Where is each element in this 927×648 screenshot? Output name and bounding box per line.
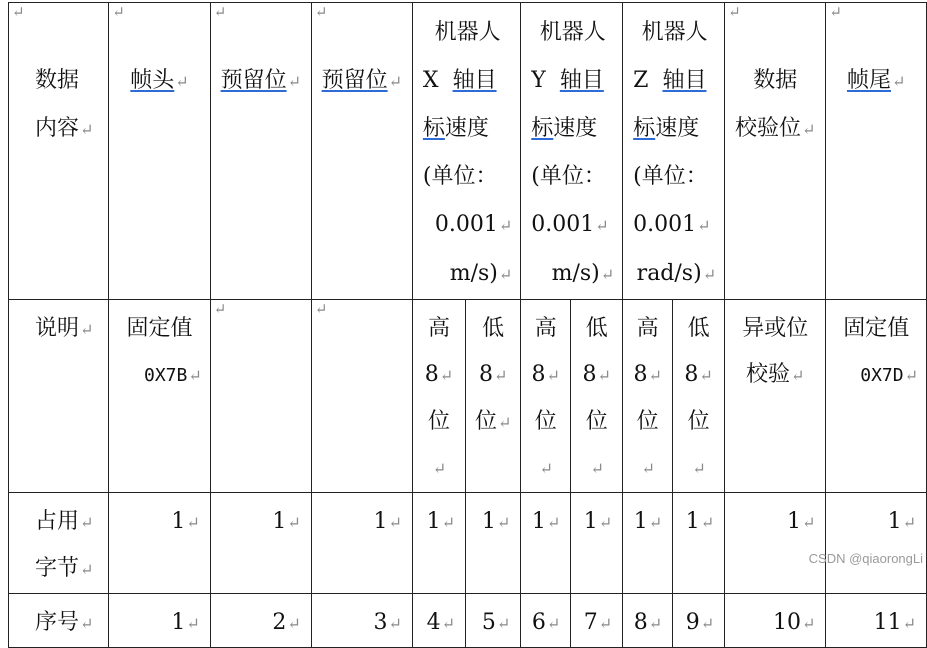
paragraph-mark: ↵	[186, 614, 200, 633]
cell-text: 校验	[746, 362, 791, 387]
cell-text: 1	[171, 509, 186, 534]
cell-text: 机器人	[539, 20, 606, 45]
cell-text: 1	[272, 509, 287, 534]
paragraph-mark: ↵	[598, 614, 613, 633]
paragraph-mark: ↵	[287, 72, 301, 91]
cell-text: 0X7D	[860, 365, 904, 386]
header-label-l2: 内容	[35, 116, 80, 141]
frame-tail-label: 帧尾	[846, 68, 891, 93]
index-row	[9, 594, 927, 648]
cell-text: 校验位	[735, 116, 802, 141]
y-low-desc-cell	[571, 300, 623, 493]
cell-text: 序号	[35, 610, 80, 635]
paragraph-mark: ↵	[213, 3, 227, 21]
paragraph-mark: ↵	[802, 120, 816, 139]
index-cell	[412, 594, 465, 648]
paragraph-mark: ↵	[188, 366, 202, 385]
paragraph-mark: ↵	[600, 265, 615, 284]
paragraph-mark: ↵	[902, 513, 916, 532]
paragraph-mark: ↵	[80, 560, 94, 579]
paragraph-mark: ↵	[80, 120, 94, 139]
reserved2-header-cell	[311, 3, 412, 300]
paragraph-mark: ↵	[80, 513, 94, 532]
cell-text: 1	[583, 509, 598, 534]
index-cell	[466, 594, 521, 648]
index-cell	[571, 594, 623, 648]
cell-text: 10	[772, 610, 801, 635]
description-row	[9, 300, 927, 493]
cell-text: 3	[373, 610, 388, 635]
tail-desc-cell	[826, 300, 927, 493]
paragraph-mark: ↵	[496, 614, 511, 633]
paragraph-mark: ↵	[699, 366, 713, 385]
z-high-desc-cell	[623, 300, 673, 493]
index-label-cell	[9, 594, 109, 648]
cell-text: 1	[171, 610, 186, 635]
cell-text: 高	[534, 316, 557, 341]
cell-text: 8	[633, 610, 648, 635]
cell-text: 1	[426, 509, 441, 534]
paragraph-mark: ↵	[80, 320, 94, 339]
cell-text: 8	[478, 362, 493, 387]
cell-text: 9	[685, 610, 700, 635]
bytes-cell	[466, 493, 521, 594]
checksum-desc-cell	[725, 300, 826, 493]
paragraph-mark: ↵	[12, 3, 25, 21]
z-speed-header-cell	[623, 3, 725, 300]
paragraph-mark: ↵	[648, 513, 663, 532]
cell-text: 位	[687, 409, 710, 434]
paragraph-mark: ↵	[597, 366, 611, 385]
header-label-l1: 数据	[35, 68, 80, 93]
cell-text: 0.001	[434, 212, 498, 237]
bytes-cell	[521, 493, 571, 594]
cell-text: 8	[582, 362, 597, 387]
paragraph-mark: ↵	[700, 513, 715, 532]
cell-text: 轴目	[662, 68, 707, 93]
head-desc-cell	[109, 300, 211, 493]
header-row	[9, 3, 927, 300]
cell-text: 1	[685, 509, 700, 534]
frame-head-label: 帧头	[130, 68, 175, 93]
paragraph-mark: ↵	[648, 366, 662, 385]
cell-text: 2	[272, 610, 287, 635]
cell-text: 6	[531, 610, 546, 635]
cell-text: 标	[633, 116, 656, 141]
cell-text: 说明	[35, 316, 80, 341]
watermark-text: CSDN @qiaorongLi	[808, 551, 923, 566]
paragraph-mark: ↵	[441, 614, 456, 633]
index-cell	[826, 594, 927, 648]
paragraph-mark: ↵	[186, 513, 200, 532]
paragraph-mark: ↵	[791, 366, 805, 385]
index-cell	[725, 594, 826, 648]
cell-text: 机器人	[434, 20, 501, 45]
bytes-cell	[210, 493, 311, 594]
cell-text: Z	[633, 68, 649, 93]
paragraph-mark: ↵	[590, 459, 604, 478]
bytes-cell	[311, 493, 412, 594]
x-speed-header-cell	[412, 3, 520, 300]
paragraph-mark: ↵	[728, 3, 741, 21]
bytes-label-cell	[9, 493, 109, 594]
paragraph-mark: ↵	[539, 459, 553, 478]
cell-text: 标	[422, 116, 445, 141]
bytes-cell	[109, 493, 211, 594]
desc-label-cell	[9, 300, 109, 493]
paragraph-mark: ↵	[287, 614, 301, 633]
cell-text: 速度	[444, 116, 489, 141]
cell-text: 4	[426, 610, 441, 635]
cell-text: 5	[481, 610, 496, 635]
paragraph-mark: ↵	[112, 3, 125, 21]
index-cell	[623, 594, 673, 648]
index-cell	[109, 594, 211, 648]
paragraph-mark: ↵	[498, 265, 513, 284]
index-cell	[311, 594, 412, 648]
frame-head-header-cell	[109, 3, 211, 300]
bytes-cell	[571, 493, 623, 594]
protocol-table	[8, 2, 927, 648]
paragraph-mark: ↵	[546, 366, 560, 385]
cell-text: 1	[887, 509, 902, 534]
bytes-cell	[725, 493, 826, 594]
cell-text: m/s)	[551, 261, 600, 286]
cell-text: 占用	[35, 509, 80, 534]
cell-text: m/s)	[449, 261, 498, 286]
cell-text: 低	[482, 316, 505, 341]
cell-text: 机器人	[641, 20, 708, 45]
cell-text: 0X7B	[144, 365, 188, 386]
cell-text: 字节	[35, 556, 80, 581]
paragraph-mark: ↵	[213, 300, 227, 318]
cell-text: 高	[636, 316, 659, 341]
cell-text: 轴目	[559, 68, 604, 93]
cell-text: (单位：	[633, 164, 708, 189]
paragraph-mark: ↵	[648, 614, 663, 633]
cell-text: 固定值	[126, 316, 193, 341]
bytes-cell	[623, 493, 673, 594]
x-low-desc-cell	[466, 300, 521, 493]
reserved1-label: 预留位	[220, 68, 287, 93]
cell-text: 异或位	[742, 316, 809, 341]
paragraph-mark: ↵	[702, 265, 717, 284]
paragraph-mark: ↵	[497, 413, 512, 432]
cell-text: 8	[633, 362, 648, 387]
cell-text: 8	[531, 362, 546, 387]
cell-text: 速度	[553, 116, 598, 141]
reserved1-header-cell	[210, 3, 311, 300]
cell-text: 轴目	[452, 68, 497, 93]
cell-text: rad/s)	[636, 261, 702, 286]
bytes-cell	[826, 493, 927, 594]
y-high-desc-cell	[521, 300, 571, 493]
paragraph-mark: ↵	[700, 614, 715, 633]
cell-text: 标	[531, 116, 554, 141]
frame-tail-header-cell	[826, 3, 927, 300]
cell-text: 位	[585, 409, 608, 434]
cell-text: 低	[687, 316, 710, 341]
protocol-table-wrapper	[8, 2, 927, 648]
cell-text: 1	[633, 509, 648, 534]
cell-text: 1	[373, 509, 388, 534]
cell-text: 位	[534, 409, 557, 434]
x-high-desc-cell	[412, 300, 465, 493]
index-cell	[673, 594, 725, 648]
reserved1-desc-cell	[210, 300, 311, 493]
y-speed-header-cell	[521, 3, 623, 300]
reserved2-desc-cell	[311, 300, 412, 493]
index-cell	[210, 594, 311, 648]
cell-text: 速度	[655, 116, 700, 141]
cell-text: 固定值	[843, 316, 910, 341]
paragraph-mark: ↵	[595, 216, 609, 235]
paragraph-mark: ↵	[493, 366, 508, 385]
paragraph-mark: ↵	[314, 3, 328, 21]
paragraph-mark: ↵	[432, 459, 447, 478]
bytes-cell	[673, 493, 725, 594]
paragraph-mark: ↵	[388, 72, 403, 91]
paragraph-mark: ↵	[546, 614, 561, 633]
paragraph-mark: ↵	[439, 366, 454, 385]
paragraph-mark: ↵	[641, 459, 655, 478]
paragraph-mark: ↵	[546, 513, 561, 532]
cell-text: 11	[873, 610, 902, 635]
cell-text: (单位：	[531, 164, 606, 189]
cell-text: 位	[474, 409, 497, 434]
z-low-desc-cell	[673, 300, 725, 493]
paragraph-mark: ↵	[904, 366, 918, 385]
paragraph-mark: ↵	[496, 513, 511, 532]
checksum-header-cell	[725, 3, 826, 300]
paragraph-mark: ↵	[801, 614, 816, 633]
paragraph-mark: ↵	[314, 300, 328, 318]
paragraph-mark: ↵	[598, 513, 613, 532]
bytes-row	[9, 493, 927, 594]
cell-text: 7	[583, 610, 598, 635]
cell-text: 1	[531, 509, 546, 534]
cell-text: (单位：	[422, 164, 498, 189]
paragraph-mark: ↵	[697, 216, 711, 235]
bytes-cell	[412, 493, 465, 594]
paragraph-mark: ↵	[441, 513, 456, 532]
cell-text: 位	[636, 409, 659, 434]
cell-text: X	[422, 68, 439, 93]
reserved2-label: 预留位	[321, 68, 388, 93]
cell-text: 数据	[753, 68, 798, 93]
paragraph-mark: ↵	[498, 216, 513, 235]
paragraph-mark: ↵	[388, 513, 402, 532]
paragraph-mark: ↵	[892, 72, 906, 91]
index-cell	[521, 594, 571, 648]
cell-text: Y	[531, 68, 546, 93]
paragraph-mark: ↵	[692, 459, 706, 478]
paragraph-mark: ↵	[902, 614, 916, 633]
cell-text: 1	[786, 509, 801, 534]
cell-text: 8	[684, 362, 699, 387]
cell-text: 高	[427, 316, 450, 341]
paragraph-mark: ↵	[175, 72, 189, 91]
paragraph-mark: ↵	[829, 3, 842, 21]
cell-text: 0.001	[531, 212, 595, 237]
cell-text: 位	[427, 409, 450, 434]
cell-text: 8	[424, 362, 439, 387]
paragraph-mark: ↵	[80, 614, 94, 633]
cell-text: 1	[481, 509, 496, 534]
header-label-cell	[9, 3, 109, 300]
paragraph-mark: ↵	[388, 614, 402, 633]
cell-text: 0.001	[633, 212, 697, 237]
paragraph-mark: ↵	[801, 513, 816, 532]
paragraph-mark: ↵	[287, 513, 301, 532]
cell-text: 低	[585, 316, 608, 341]
